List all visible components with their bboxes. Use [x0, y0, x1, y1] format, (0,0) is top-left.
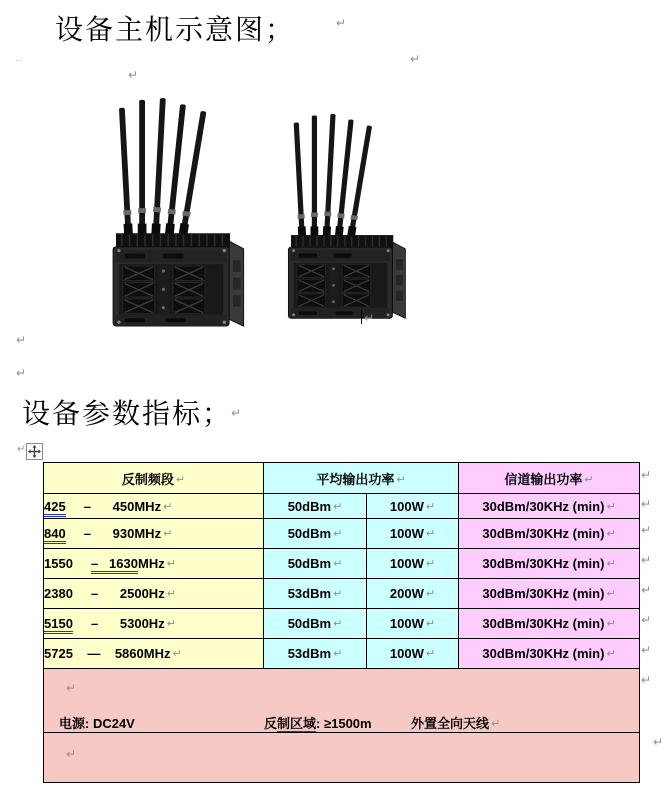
page-title-main: 设备主机示意图；	[55, 13, 296, 46]
header-cell-avg-power	[264, 463, 459, 494]
zone-text: : ≥1500m	[316, 716, 372, 731]
cell-mark: ↵	[606, 587, 616, 600]
cell-mark: ↵	[425, 617, 436, 630]
cell-mark: ↵	[333, 557, 343, 570]
device-photo-left	[90, 96, 258, 328]
end-of-row-mark: ↵	[653, 735, 664, 749]
channel-power-value: 30dBm/30KHz (min)	[482, 498, 605, 514]
freq-text: – 5300Hz	[72, 616, 165, 631]
footer-empty-cell	[44, 733, 640, 783]
avg-power-value: 50dBm	[287, 556, 332, 571]
zone-text: 反	[264, 716, 278, 731]
power-spec: 电源: DC24V	[59, 716, 135, 731]
watt-cell	[367, 609, 459, 639]
watt-cell	[367, 579, 459, 609]
footer-info-cell	[44, 669, 640, 733]
watt-cell	[367, 639, 459, 669]
cell-mark: ↵	[166, 587, 176, 600]
watt-value: 100W	[389, 498, 424, 514]
avg-power-cell	[264, 609, 367, 639]
cell-mark: ↵	[166, 617, 176, 630]
freq-text: – 930MHz	[65, 526, 162, 541]
cell-mark: ↵	[491, 717, 501, 730]
watt-cell	[367, 549, 459, 579]
cell-mark: ↵	[425, 587, 436, 600]
paragraph-mark: ↵	[364, 311, 375, 325]
header-label: 平均输出功率	[316, 471, 395, 487]
watt-value: 100W	[389, 556, 424, 571]
spec-table	[43, 462, 640, 783]
channel-power-cell	[459, 579, 640, 609]
end-of-row-mark: ↵	[641, 523, 652, 537]
anchor-mark: ↵	[17, 444, 26, 455]
freq-underlined: – 1630	[91, 556, 138, 574]
text-cursor	[361, 310, 362, 324]
stray-mark: ‥	[15, 53, 23, 64]
avg-power-cell	[264, 549, 367, 579]
zone-spec	[264, 713, 372, 732]
end-of-row-mark: ↵	[641, 553, 652, 567]
cell-mark: ↵	[166, 557, 176, 570]
paragraph-mark: ↵	[66, 747, 77, 761]
cell-mark: ↵	[172, 647, 182, 660]
freq-cell	[44, 639, 264, 669]
freq-text: – 450MHz	[65, 498, 162, 514]
channel-power-value: 30dBm/30KHz (min)	[482, 556, 605, 571]
freq-cell	[44, 549, 264, 579]
channel-power-cell	[459, 639, 640, 669]
watt-value: 100W	[389, 526, 424, 541]
cell-mark: ↵	[425, 557, 436, 570]
cell-mark: ↵	[333, 587, 343, 600]
header-label: 反制频段	[121, 471, 174, 487]
avg-power-value: 53dBm	[287, 646, 332, 661]
avg-power-value: 50dBm	[287, 526, 332, 541]
channel-power-cell	[459, 549, 640, 579]
table-move-handle-icon[interactable]	[26, 443, 43, 460]
table-row	[44, 579, 640, 609]
header-cell-freq	[44, 463, 264, 494]
avg-power-value: 50dBm	[287, 498, 332, 514]
table-empty-row	[44, 733, 640, 783]
cell-mark: ↵	[584, 472, 594, 486]
channel-power-value: 30dBm/30KHz (min)	[482, 586, 605, 601]
cell-mark: ↵	[163, 527, 173, 540]
cell-mark: ↵	[606, 647, 616, 660]
header-cell-channel-power	[459, 463, 640, 494]
move-arrows-icon	[28, 445, 41, 458]
freq-text: 5725 — 5860MHz	[44, 646, 171, 661]
channel-power-cell	[459, 494, 640, 519]
cell-mark: ↵	[606, 617, 616, 630]
avg-power-value: 53dBm	[287, 586, 332, 601]
zone-underlined: 制区域	[277, 716, 316, 733]
watt-cell	[367, 519, 459, 549]
cell-mark: ↵	[606, 499, 616, 513]
table-header-row	[44, 463, 640, 494]
cell-mark: ↵	[175, 472, 186, 486]
freq-text: 2380 – 2500Hz	[44, 586, 165, 601]
table-footer-row	[44, 669, 640, 733]
cell-mark: ↵	[333, 647, 343, 660]
freq-underlined: 425	[44, 499, 66, 517]
freq-underlined: 840	[44, 526, 66, 544]
device-photo-right	[268, 112, 418, 320]
channel-power-value: 30dBm/30KHz (min)	[482, 526, 605, 541]
paragraph-mark: ↵	[66, 681, 77, 695]
table-row	[44, 549, 640, 579]
paragraph-mark: ↵	[128, 68, 139, 82]
avg-power-cell	[264, 639, 367, 669]
avg-power-cell	[264, 494, 367, 519]
freq-text: MHz	[137, 556, 165, 571]
paragraph-mark: ↵	[231, 406, 242, 420]
channel-power-cell	[459, 519, 640, 549]
avg-power-cell	[264, 579, 367, 609]
cell-mark: ↵	[425, 527, 436, 540]
end-of-row-mark: ↵	[641, 643, 652, 657]
end-of-row-mark: ↵	[641, 673, 652, 687]
table-row	[44, 519, 640, 549]
end-of-row-mark: ↵	[641, 497, 652, 511]
end-of-row-mark: ↵	[641, 583, 652, 597]
antenna-text: 外置全向天线	[411, 716, 490, 731]
freq-cell	[44, 579, 264, 609]
freq-cell	[44, 519, 264, 549]
freq-text: 1550	[44, 556, 91, 571]
paragraph-mark: ↵	[410, 52, 421, 66]
cell-mark: ↵	[333, 499, 343, 513]
header-label: 信道输出功率	[504, 471, 583, 487]
paragraph-mark: ↵	[16, 366, 27, 380]
channel-power-cell	[459, 609, 640, 639]
paragraph-mark: ↵	[336, 16, 347, 30]
cell-mark: ↵	[425, 647, 436, 660]
channel-power-value: 30dBm/30KHz (min)	[482, 616, 605, 631]
paragraph-mark: ↵	[16, 333, 27, 347]
cell-mark: ↵	[425, 499, 436, 513]
channel-power-value: 30dBm/30KHz (min)	[482, 646, 605, 661]
table-row	[44, 494, 640, 519]
watt-value: 200W	[389, 586, 424, 601]
table-row	[44, 639, 640, 669]
cell-mark: ↵	[396, 472, 406, 486]
cell-mark: ↵	[606, 527, 616, 540]
end-of-row-mark: ↵	[641, 613, 652, 627]
table-row	[44, 609, 640, 639]
cell-mark: ↵	[163, 499, 173, 513]
watt-cell	[367, 494, 459, 519]
freq-cell	[44, 609, 264, 639]
avg-power-value: 50dBm	[287, 616, 332, 631]
cell-mark: ↵	[333, 527, 343, 540]
watt-value: 100W	[389, 646, 424, 661]
freq-underlined: 5150	[44, 616, 73, 634]
end-of-row-mark: ↵	[641, 468, 652, 482]
avg-power-cell	[264, 519, 367, 549]
freq-cell	[44, 494, 264, 519]
watt-value: 100W	[389, 616, 424, 631]
antenna-spec	[411, 713, 500, 732]
page-title-parameters: 设备参数指标；	[22, 397, 233, 430]
cell-mark: ↵	[606, 557, 616, 570]
cell-mark: ↵	[333, 617, 343, 630]
